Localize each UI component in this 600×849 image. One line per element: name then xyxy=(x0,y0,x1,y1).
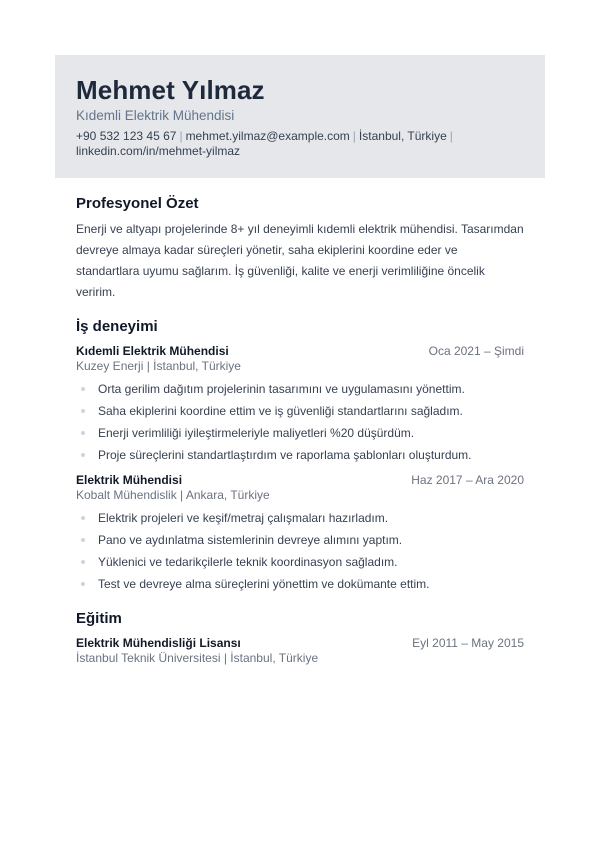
education-section xyxy=(76,609,524,666)
bullet-dot-icon xyxy=(81,453,85,457)
bullet-text: Enerji verimliliği iyileştirmeleriyle maliyetleri %20 düşürdüm. xyxy=(98,426,415,440)
contact-linkedin[interactable]: linkedin.com/in/mehmet-yilmaz xyxy=(76,144,241,158)
summary-text: Enerji ve altyapı projelerinde 8+ yıl deneyimli kıdemli elektrik mühendisi. Tasarımdan devreye almaya kadar süreçleri yönetir, saha ekiplerini koordine eder ve standartlara uyumu sağlarım. İş güvenliği, kalite ve enerji verimliliğine öncelik veririm. xyxy=(76,222,524,299)
job-bullets xyxy=(76,507,524,595)
contact-phone: +90 532 123 45 67 xyxy=(76,129,177,143)
bullet-text: Proje süreçlerini standartlaştırdım ve raporlama şablonları oluşturdum. xyxy=(98,448,472,462)
job-title: Kıdemli Elektrik Mühendisi xyxy=(76,344,229,358)
job-title: Elektrik Mühendisi xyxy=(76,473,183,487)
bullet-dot-icon xyxy=(81,431,85,435)
list-item xyxy=(76,444,524,466)
section-heading-experience: İş deneyimi xyxy=(76,318,158,335)
job-organization: Kuzey Enerji | İstanbul, Türkiye xyxy=(76,359,241,373)
contact-separator: | xyxy=(449,129,453,143)
bullet-text: Saha ekiplerini koordine ettim ve iş güvenliği standartlarını sağladım. xyxy=(98,404,463,418)
summary-section xyxy=(76,194,524,303)
contact-separator: | xyxy=(352,129,356,143)
bullet-dot-icon xyxy=(81,582,85,586)
job-organization: Kobalt Mühendislik | Ankara, Türkiye xyxy=(76,488,270,502)
list-item xyxy=(76,529,524,551)
candidate-title: Kıdemli Elektrik Mühendisi xyxy=(76,108,235,123)
resume-header xyxy=(55,55,545,178)
list-item xyxy=(76,573,524,595)
bullet-dot-icon xyxy=(81,387,85,391)
education-header xyxy=(76,635,524,651)
job-entry xyxy=(76,343,524,466)
contact-email[interactable]: mehmet.yilmaz@example.com xyxy=(185,129,350,143)
job-date: Oca 2021 – Şimdi xyxy=(428,344,524,358)
bullet-text: Orta gerilim dağıtım projelerinin tasarımını ve uygulamasını yönettim. xyxy=(98,382,465,396)
section-heading-education: Eğitim xyxy=(76,610,122,627)
list-item xyxy=(76,507,524,529)
bullet-dot-icon xyxy=(81,560,85,564)
degree-title: Elektrik Mühendisliği Lisansı xyxy=(76,636,241,650)
bullet-dot-icon xyxy=(81,538,85,542)
contact-separator: | xyxy=(179,129,183,143)
candidate-name: Mehmet Yılmaz xyxy=(76,75,265,105)
bullet-dot-icon xyxy=(81,516,85,520)
contact-location: İstanbul, Türkiye xyxy=(358,129,447,143)
list-item xyxy=(76,400,524,422)
bullet-text: Yüklenici ve tedarikçilerle teknik koordinasyon sağladım. xyxy=(98,555,398,569)
contact-info xyxy=(76,129,524,159)
list-item xyxy=(76,378,524,400)
job-header xyxy=(76,472,524,488)
experience-section xyxy=(76,317,524,595)
education-entry xyxy=(76,635,524,666)
bullet-text: Elektrik projeleri ve keşif/metraj çalışmaları hazırladım. xyxy=(98,511,389,525)
job-header xyxy=(76,343,524,359)
job-date: Haz 2017 – Ara 2020 xyxy=(411,473,524,487)
list-item xyxy=(76,551,524,573)
bullet-dot-icon xyxy=(81,409,85,413)
resume-body xyxy=(76,194,524,680)
job-bullets xyxy=(76,378,524,466)
bullet-text: Pano ve aydınlatma sistemlerinin devreye alımını yaptım. xyxy=(98,533,403,547)
education-institution: İstanbul Teknik Üniversitesi | İstanbul, Türkiye xyxy=(76,651,319,665)
list-item xyxy=(76,422,524,444)
bullet-text: Test ve devreye alma süreçlerini yönettim ve dokümante ettim. xyxy=(98,577,430,591)
education-date: Eyl 2011 – May 2015 xyxy=(412,636,524,650)
job-entry xyxy=(76,472,524,595)
section-heading-summary: Profesyonel Özet xyxy=(76,195,199,212)
